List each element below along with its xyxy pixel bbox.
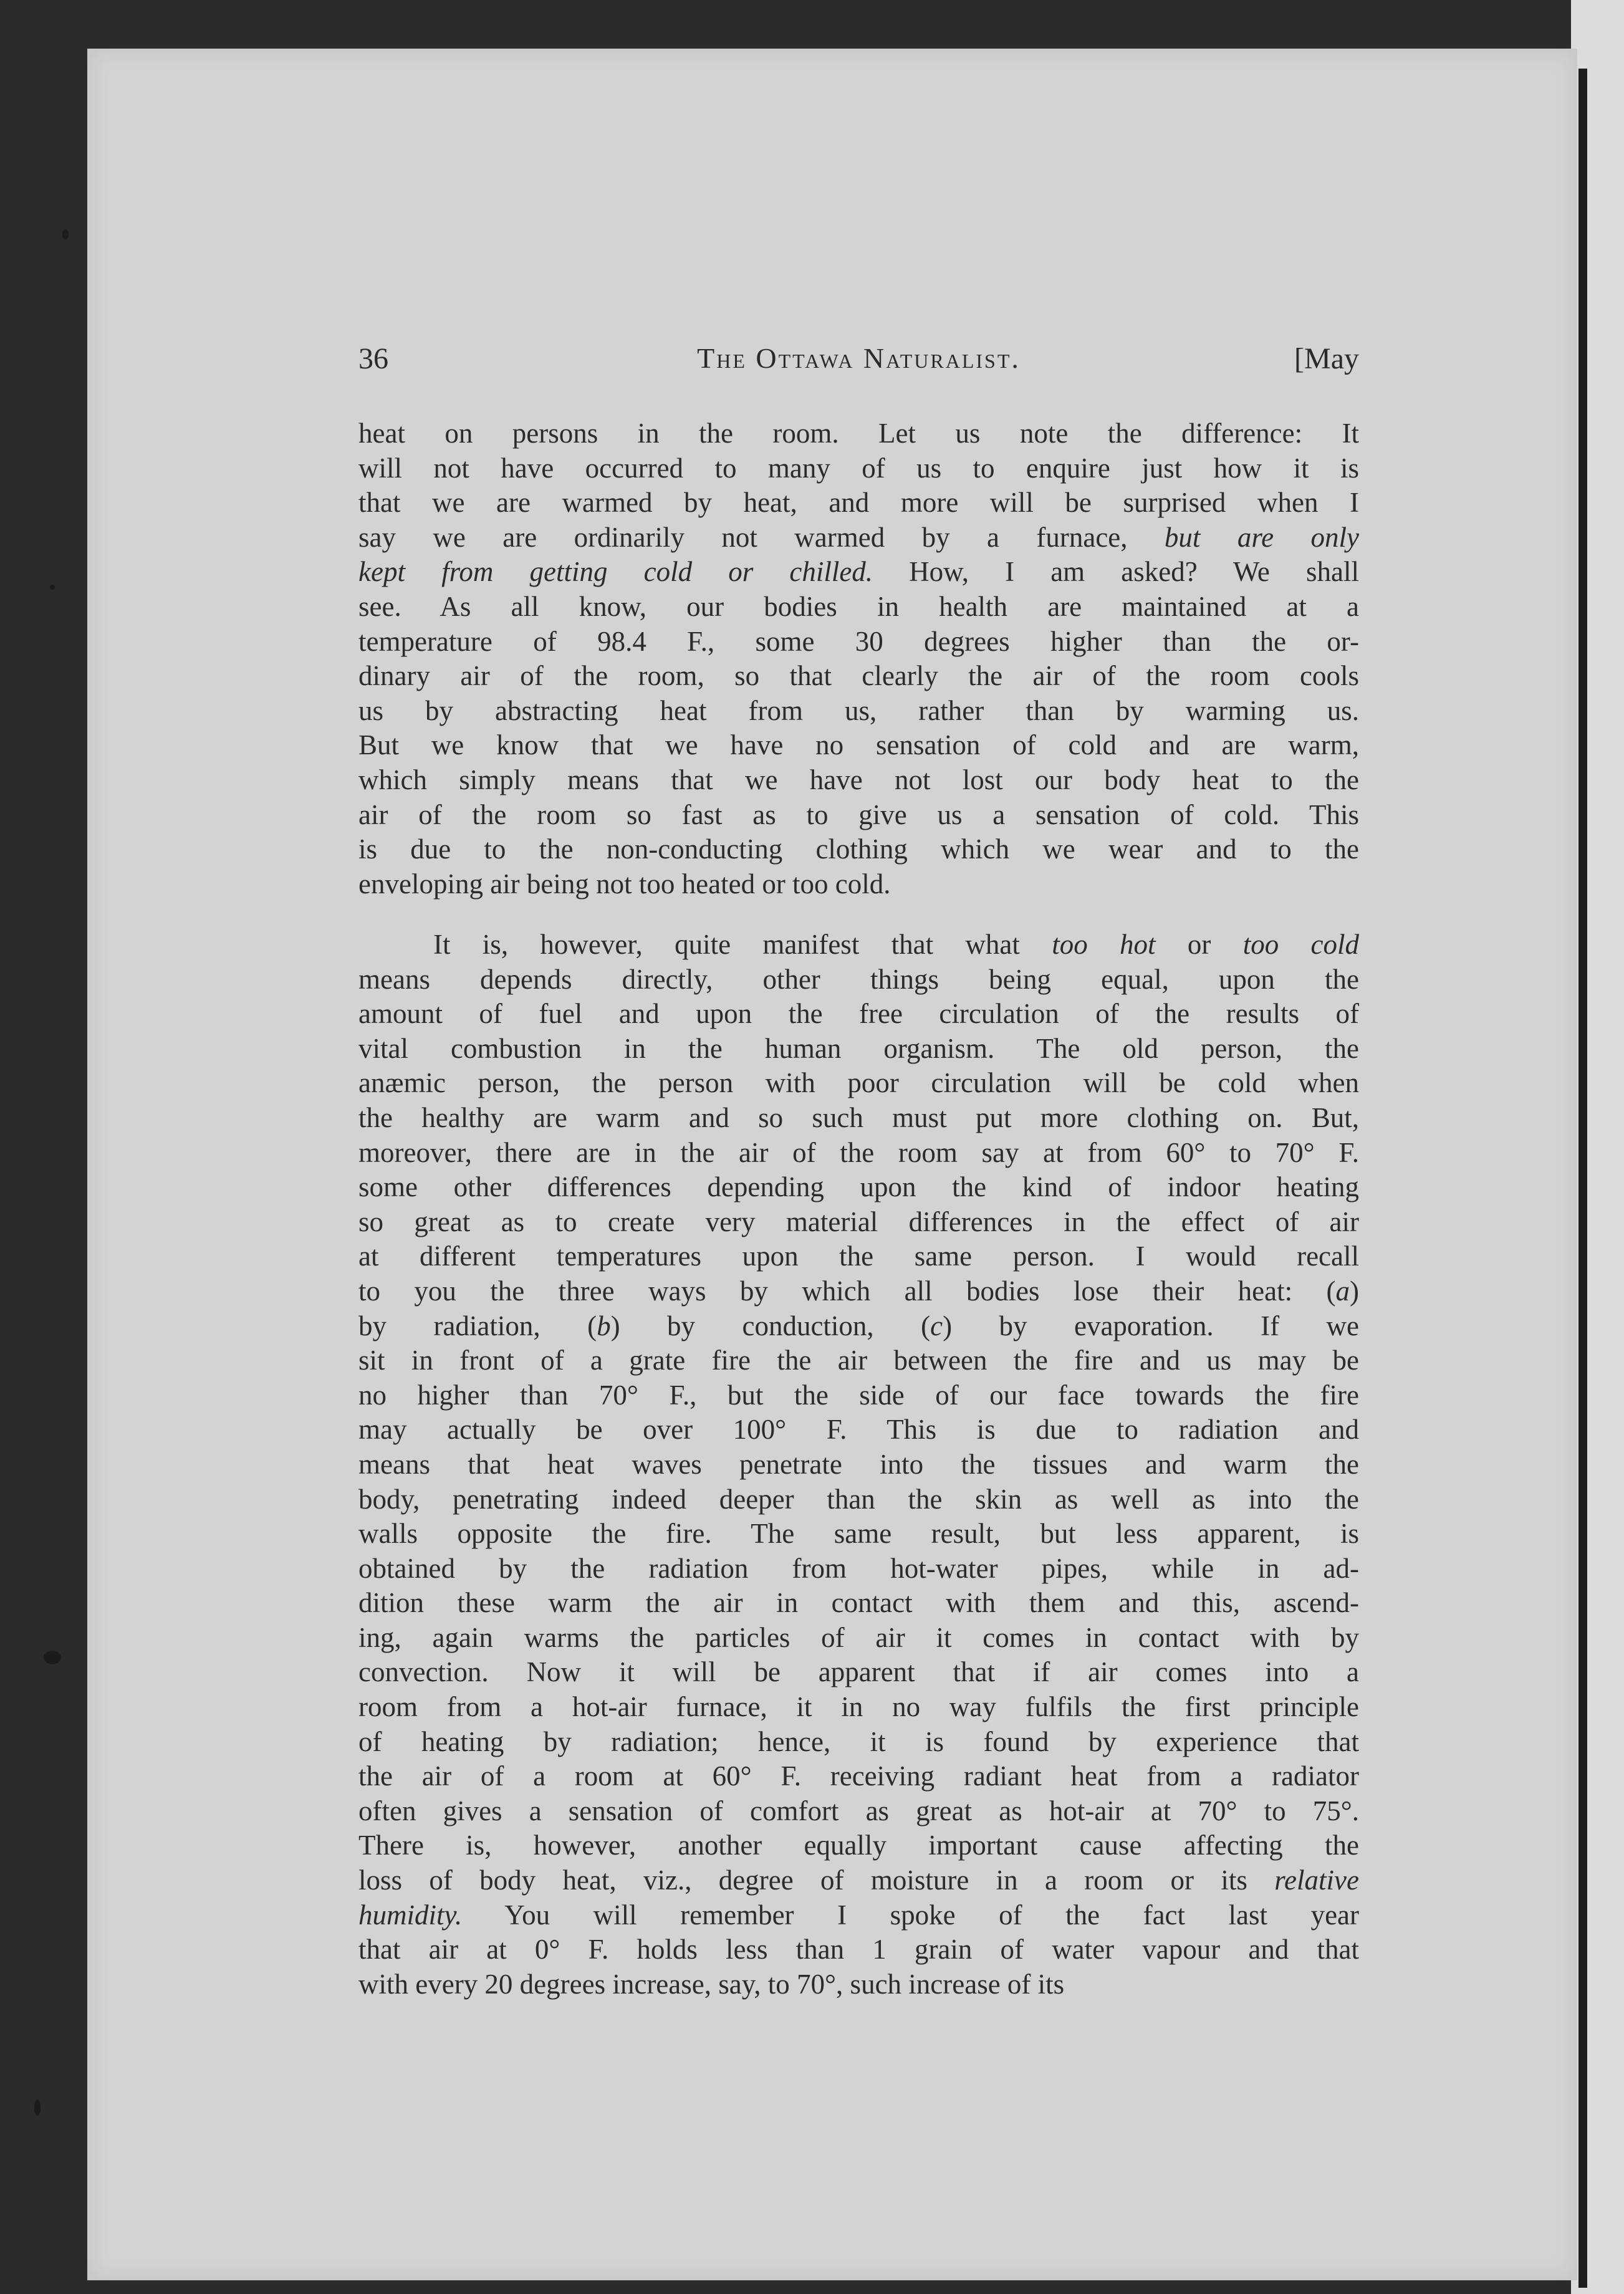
text-line: [358, 1274, 1359, 1309]
text-line: [358, 1378, 1359, 1413]
text-line: [358, 867, 1359, 902]
text-run: body, penetrating indeed deeper than the skin as well as into the: [358, 1483, 1359, 1515]
text-run: temperature of 98.4 F., some 30 degrees higher than the or-: [358, 625, 1359, 657]
text-run: air of the room so fast as to give us a sensation of cold. This: [358, 799, 1359, 830]
text-line: [358, 1898, 1359, 1933]
text-line: [358, 1655, 1359, 1690]
text-line: [358, 1828, 1359, 1863]
text-run: enveloping air being not too heated or too cold.: [358, 868, 891, 900]
italic-text: b: [597, 1310, 611, 1341]
text-run: of heating by radiation; hence, it is found by experience that: [358, 1725, 1359, 1757]
text-run: is due to the non-conducting clothing which we wear and to the: [358, 833, 1359, 865]
text-line: [358, 1170, 1359, 1205]
issue-month: [May: [1294, 342, 1359, 375]
text-run: by radiation, (: [358, 1310, 597, 1341]
text-run: with every 20 degrees increase, say, to 70°, such increase of its: [358, 1968, 1065, 2000]
italic-text: kept from getting cold or chilled.: [358, 556, 873, 588]
italic-text: c: [930, 1310, 943, 1341]
text-line: [358, 1136, 1359, 1171]
text-run: How, I am asked? We shall: [873, 556, 1359, 588]
scan-speck: [50, 585, 55, 590]
text-run: It is, however, quite manifest that what: [433, 929, 1052, 960]
text-run: see. As all know, our bodies in health are maintained at a: [358, 590, 1359, 622]
text-line: [358, 1863, 1359, 1898]
text-line: [358, 1759, 1359, 1794]
text-run: to you the three ways by which all bodies lose their heat: (: [358, 1275, 1336, 1307]
text-line: [358, 728, 1359, 763]
text-line: [358, 1309, 1359, 1344]
text-run: means depends directly, other things being equal, upon the: [358, 963, 1359, 995]
text-run: ): [1350, 1275, 1359, 1307]
text-run: often gives a sensation of comfort as great as hot-air at 70° to 75°.: [358, 1795, 1359, 1826]
text-run: at different temperatures upon the same person. I would recall: [358, 1241, 1359, 1272]
paragraph-1: [358, 416, 1359, 901]
text-line: [358, 832, 1359, 867]
text-run: will not have occurred to many of us to enquire just how it is: [358, 452, 1359, 484]
text-run: vital combustion in the human organism. The old person, the: [358, 1032, 1359, 1064]
text-run: some other differences depending upon the kind of indoor heating: [358, 1171, 1359, 1203]
text-line: [358, 1205, 1359, 1240]
text-run: moreover, there are in the air of the room say at from 60° to 70° F.: [358, 1136, 1359, 1168]
text-run: anæmic person, the person with poor circulation will be cold when: [358, 1067, 1359, 1099]
text-run: which simply means that we have not lost our body heat to the: [358, 764, 1359, 795]
text-run: obtained by the radiation from hot-water pipes, while in ad-: [358, 1552, 1359, 1584]
text-line: [358, 1586, 1359, 1621]
scan-speck: [34, 2100, 41, 2116]
text-line: [358, 1517, 1359, 1552]
text-run: ing, again warms the particles of air it comes in contact with by: [358, 1621, 1359, 1653]
text-line: [358, 1032, 1359, 1067]
text-line: [358, 1343, 1359, 1378]
page-number: 36: [358, 342, 388, 375]
text-run: dition these warm the air in contact with them and this, ascend-: [358, 1587, 1359, 1619]
text-run: convection. Now it will be apparent that if air comes into a: [358, 1656, 1359, 1688]
running-header: [358, 342, 1359, 385]
text-line: [358, 1621, 1359, 1656]
text-line: [358, 486, 1359, 521]
italic-text: a: [1335, 1275, 1350, 1307]
text-line: [358, 659, 1359, 694]
text-run: that we are warmed by heat, and more will be surprised when I: [358, 487, 1359, 519]
journal-title: The Ottawa Naturalist.: [697, 342, 1021, 374]
text-run: You will remember I spoke of the fact last year: [462, 1899, 1359, 1931]
text-line: [358, 625, 1359, 660]
scan-speck: [62, 229, 69, 239]
italic-text: humidity.: [358, 1899, 463, 1931]
text-run: that air at 0° F. holds less than 1 grain of water vapour and that: [358, 1934, 1359, 1965]
text-run: the air of a room at 60° F. receiving radiant heat from a radiator: [358, 1760, 1359, 1792]
text-line: [358, 1482, 1359, 1517]
text-run: may actually be over 100° F. This is due to radiation and: [358, 1414, 1359, 1446]
text-line: [358, 694, 1359, 729]
text-run: ) by conduction, (: [610, 1310, 931, 1341]
text-run: heat on persons in the room. Let us note the difference: It: [358, 418, 1359, 449]
text-line: [358, 416, 1359, 451]
text-line: [358, 763, 1359, 798]
text-run: the healthy are warm and so such must put more clothing on. But,: [358, 1101, 1359, 1133]
text-run: amount of fuel and upon the free circulation of the results of: [358, 998, 1359, 1030]
text-line: [358, 590, 1359, 625]
text-line: [358, 555, 1359, 590]
text-line: [358, 1447, 1359, 1482]
scan-speck: [44, 1651, 61, 1664]
text-line: [358, 928, 1359, 962]
text-run: or: [1155, 929, 1243, 960]
text-line: [358, 521, 1359, 555]
text-line: [358, 451, 1359, 486]
text-run: no higher than 70° F., but the side of our face towards the fire: [358, 1379, 1359, 1411]
text-line: [358, 1794, 1359, 1829]
text-run: ) by evaporation. If we: [943, 1310, 1359, 1341]
text-run: dinary air of the room, so that clearly the air of the room cools: [358, 660, 1359, 692]
text-line: [358, 962, 1359, 997]
text-line: [358, 1690, 1359, 1725]
italic-text: relative: [1274, 1864, 1359, 1896]
text-line: [358, 1239, 1359, 1274]
text-run: say we are ordinarily not warmed by a furnace,: [358, 521, 1165, 553]
scan-edge-strip: [1571, 0, 1624, 2294]
text-line: [358, 1101, 1359, 1136]
text-run: There is, however, another equally important cause affecting the: [358, 1830, 1359, 1861]
text-line: [358, 1725, 1359, 1760]
text-run: so great as to create very material differences in the effect of air: [358, 1206, 1359, 1237]
text-line: [358, 1413, 1359, 1447]
text-run: room from a hot-air furnace, it in no way fulfils the first principle: [358, 1691, 1359, 1723]
text-run: walls opposite the fire. The same result, but less apparent, is: [358, 1518, 1359, 1550]
text-run: loss of body heat, viz., degree of moisture in a room or its: [358, 1864, 1275, 1896]
text-line: [358, 798, 1359, 833]
scan-edge-rule: [1578, 69, 1587, 2288]
text-line: [358, 1967, 1359, 2002]
text-line: [358, 997, 1359, 1032]
text-run: sit in front of a grate fire the air between the fire and us may be: [358, 1345, 1359, 1376]
text-run: us by abstracting heat from us, rather than by warming us.: [358, 694, 1359, 726]
italic-text: too hot: [1052, 929, 1156, 960]
text-line: [358, 1552, 1359, 1586]
text-run: means that heat waves penetrate into the tissues and warm the: [358, 1448, 1359, 1480]
text-line: [358, 1066, 1359, 1101]
italic-text: but are only: [1164, 521, 1359, 553]
italic-text: too cold: [1242, 929, 1359, 960]
text-run: But we know that we have no sensation of cold and are warm,: [358, 729, 1359, 761]
text-line: [358, 1932, 1359, 1967]
paragraph-2: [358, 928, 1359, 2002]
